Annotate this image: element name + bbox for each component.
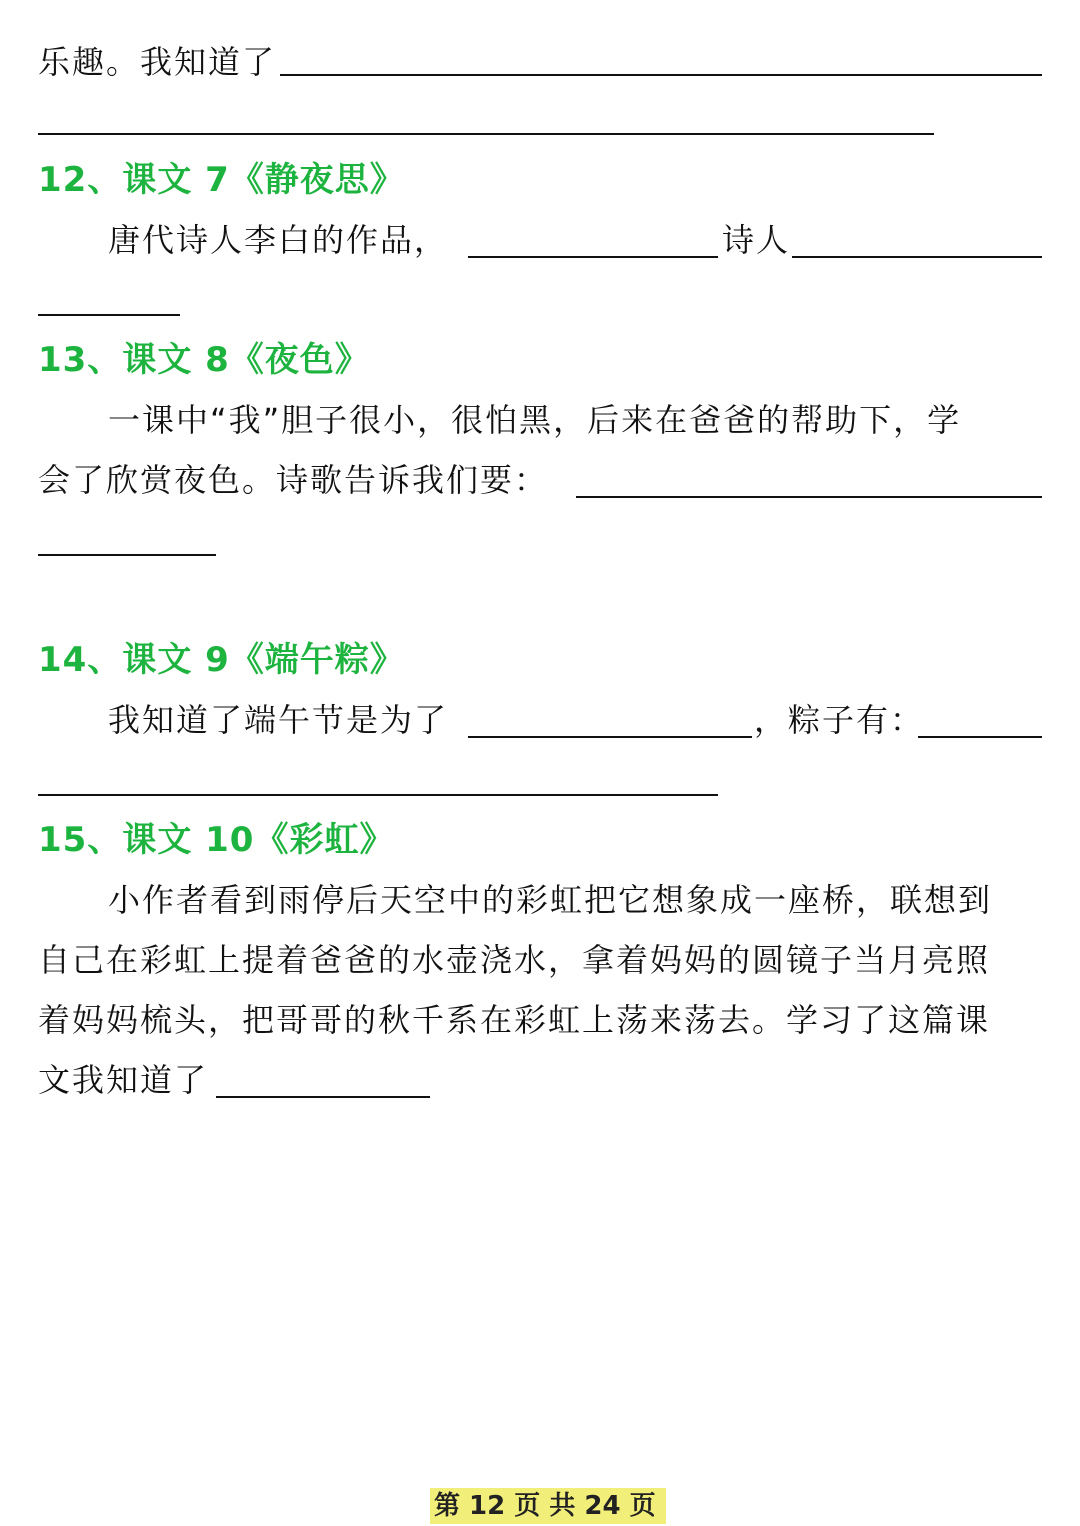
- section-heading-12: 12、课文 7《静夜思》: [38, 160, 405, 200]
- answer-blank[interactable]: [792, 256, 1042, 258]
- section-heading-13: 13、课文 8《夜色》: [38, 340, 370, 380]
- text-line: ，粽子有：: [754, 701, 925, 739]
- section-heading-15: 15、课文 10《彩虹》: [38, 820, 395, 860]
- text-line: 自己在彩虹上提着爸爸的水壶浇水，拿着妈妈的圆镜子当月亮照: [38, 941, 991, 979]
- answer-blank[interactable]: [468, 256, 718, 258]
- answer-blank[interactable]: [38, 133, 934, 135]
- text-line: 唐代诗人李白的作品，: [108, 221, 449, 259]
- text-line: 我知道了端午节是为了: [108, 701, 449, 739]
- text-line: 小作者看到雨停后天空中的彩虹把它想象成一座桥，联想到: [108, 881, 993, 919]
- text-line: 一课中“我”胆子很小，很怕黑，后来在爸爸的帮助下，学: [108, 401, 962, 439]
- answer-blank[interactable]: [918, 736, 1042, 738]
- text-line: 文我知道了: [38, 1061, 209, 1099]
- answer-blank[interactable]: [38, 314, 180, 316]
- answer-blank[interactable]: [38, 794, 718, 796]
- answer-blank[interactable]: [468, 736, 752, 738]
- text-line: 着妈妈梳头，把哥哥的秋千系在彩虹上荡来荡去。学习了这篇课: [38, 1001, 991, 1039]
- answer-blank[interactable]: [576, 496, 1042, 498]
- text-line: 会了欣赏夜色。诗歌告诉我们要：: [38, 461, 549, 499]
- text-line: 诗人: [722, 221, 791, 259]
- text-line: 乐趣。我知道了: [38, 43, 277, 81]
- answer-blank[interactable]: [216, 1096, 430, 1098]
- answer-blank[interactable]: [280, 74, 1042, 76]
- section-heading-14: 14、课文 9《端午粽》: [38, 640, 405, 680]
- page-number: 第 12 页 共 24 页: [434, 1491, 656, 1521]
- answer-blank[interactable]: [38, 554, 216, 556]
